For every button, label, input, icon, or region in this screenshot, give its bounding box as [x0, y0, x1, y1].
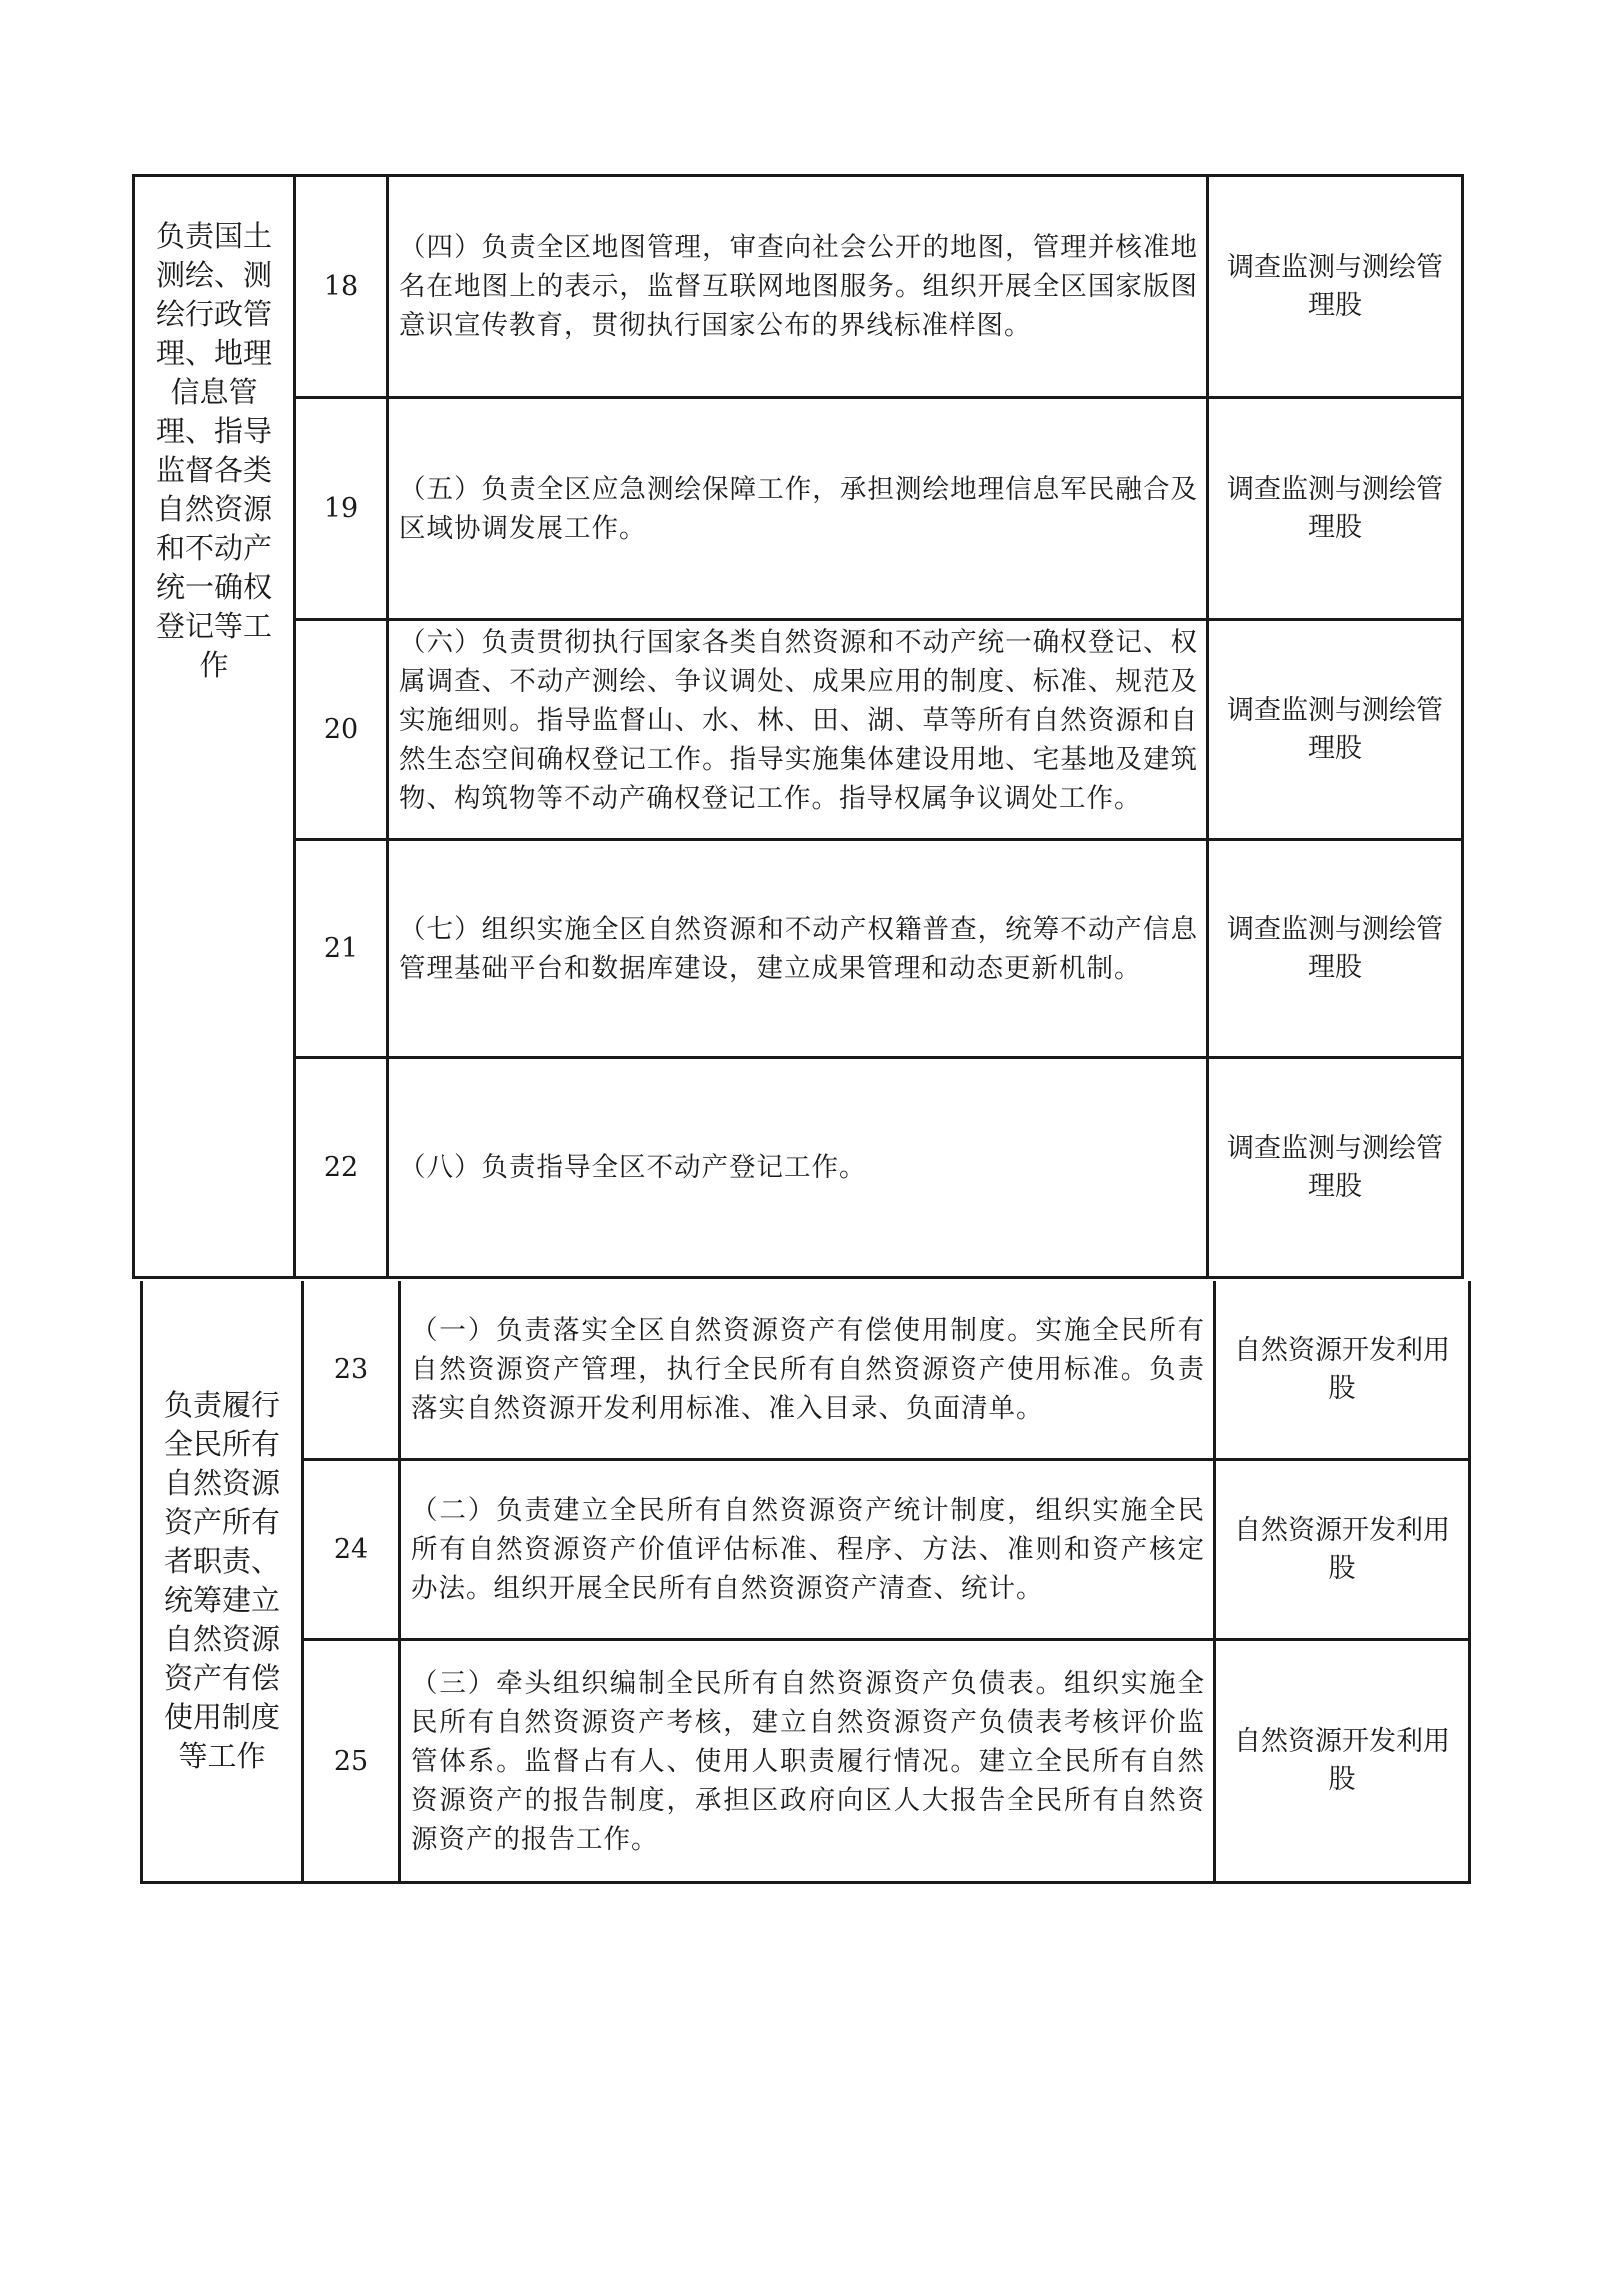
duty-description: （八）负责指导全区不动产登记工作。	[399, 1152, 867, 1183]
duty-description: （六）负责贯彻执行国家各类自然资源和不动产统一确权登记、权属调查、不动产测绘、争议调处、成果应用的制度、标准、规范及实施细则。指导监督山、水、林、田、湖、草等所有自然资源和自然生态空间确权登记工作。指导实施集体建设用地、宅基地及建筑物、构筑物等不动产确权登记工作。指导权属争议调处工作。	[399, 627, 1198, 814]
duty-description: （二）负责建立全民所有自然资源资产统计制度，组织实施全民所有自然资源资产价值评估标准、程序、方法、准则和资产核定办法。组织开展全民所有自然资源资产清查、统计。	[411, 1495, 1205, 1604]
duty-description: （四）负责全区地图管理，审查向社会公开的地图，管理并核准地名在地图上的表示，监督互联网地图服务。组织开展全区国家版图意识宣传教育，贯彻执行国家公布的界线标准样图。	[399, 232, 1198, 341]
row-number: 20	[323, 714, 359, 745]
row-number: 22	[323, 1152, 359, 1183]
responsible-department: 调查监测与测绘管理股	[1227, 694, 1443, 764]
category-cell: 负责国土测绘、测绘行政管理、地理信息管理、指导监督各类自然资源和不动产统一确权登记等工作	[155, 219, 272, 682]
row-number: 24	[333, 1534, 369, 1565]
responsible-department: 调查监测与测绘管理股	[1227, 913, 1443, 983]
duty-description: （三）牵头组织编制全民所有自然资源资产负债表。组织实施全民所有自然资源资产考核，建立自然资源资产负债表考核评价监管体系。监督占有人、使用人职责履行情况。建立全民所有自然资源资产的报告制度，承担区政府向区人大报告全民所有自然资源资产的报告工作。	[411, 1667, 1205, 1855]
duty-description: （一）负责落实全区自然资源资产有偿使用制度。实施全民所有自然资源资产管理，执行全民所有自然资源资产使用标准。负责落实自然资源开发利用标准、准入目录、负面清单。	[411, 1315, 1205, 1424]
row-number: 21	[323, 933, 359, 964]
row-number: 19	[323, 493, 359, 524]
duty-description: （七）组织实施全区自然资源和不动产权籍普查，统筹不动产信息管理基础平台和数据库建设，建立成果管理和动态更新机制。	[399, 913, 1198, 984]
row-number: 18	[323, 271, 359, 302]
responsible-department: 自然资源开发利用股	[1234, 1514, 1450, 1584]
category-cell: 负责履行全民所有自然资源资产所有者职责、统筹建立自然资源资产有偿使用制度等工作	[163, 1388, 280, 1773]
responsible-department: 自然资源开发利用股	[1234, 1726, 1450, 1795]
duty-description: （五）负责全区应急测绘保障工作，承担测绘地理信息军民融合及区域协调发展工作。	[399, 473, 1198, 544]
responsible-department: 自然资源开发利用股	[1234, 1334, 1450, 1404]
responsible-department: 调查监测与测绘管理股	[1227, 1132, 1443, 1202]
row-number: 23	[333, 1354, 369, 1385]
responsible-department: 调查监测与测绘管理股	[1227, 251, 1443, 321]
row-number: 25	[333, 1745, 369, 1777]
responsible-department: 调查监测与测绘管理股	[1227, 473, 1443, 543]
